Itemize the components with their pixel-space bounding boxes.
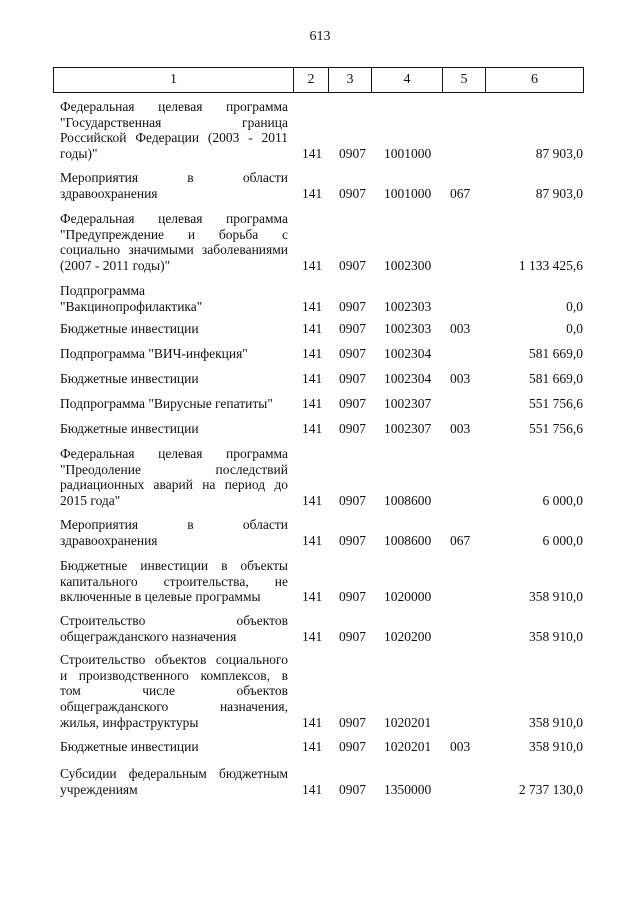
description-line: жилья, инфраструктуры (60, 714, 199, 730)
table-row (0, 766, 640, 797)
description-line: здравоохранения (60, 532, 158, 548)
description-line: 2015 года" (60, 493, 121, 509)
page-number: 613 (309, 29, 331, 44)
col-2-value: 141 (302, 420, 323, 436)
col-4-value: 1002300 (384, 258, 432, 274)
table-row (0, 396, 640, 412)
col-6-value: 358 910,0 (529, 628, 583, 644)
description-line: "Государственная граница (60, 114, 288, 130)
col-4-value: 1020000 (384, 589, 432, 605)
col-3-value: 0907 (339, 714, 366, 730)
description-line: Федеральная целевая программа (60, 99, 288, 114)
row-description (60, 739, 288, 755)
description-line: "Вакцинопрофилактика" (60, 298, 203, 314)
col-4-value: 1008600 (384, 532, 432, 548)
col-2-value: 141 (302, 628, 323, 644)
table-row (0, 211, 640, 274)
col-4-value: 1020200 (384, 628, 432, 644)
col-2-value: 141 (302, 258, 323, 274)
description-line: капитального строительства, не (60, 573, 288, 589)
table-row (0, 170, 640, 201)
col-2-value: 141 (302, 589, 323, 605)
table-row (0, 371, 640, 387)
description-line: Бюджетные инвестиции (60, 371, 199, 386)
col-4-value: 1002307 (384, 420, 432, 436)
description-line: Строительство объектов (60, 613, 288, 628)
col-3-value: 0907 (339, 298, 366, 314)
header-col-1: 1 (54, 68, 294, 92)
col-5-value: 067 (450, 185, 471, 201)
col-4-value: 1002307 (384, 395, 432, 411)
col-4-value: 1001000 (384, 185, 432, 201)
col-2-value: 141 (302, 714, 323, 730)
col-3-value: 0907 (339, 185, 366, 201)
col-4-value: 1008600 (384, 493, 432, 509)
table-row (0, 652, 640, 731)
description-line: Бюджетные инвестиции (60, 739, 199, 754)
description-line: общегражданского назначения, (60, 699, 288, 715)
col-6-value: 358 910,0 (529, 589, 583, 605)
row-description (60, 421, 288, 437)
row-description (60, 517, 288, 548)
col-6-value: 6 000,0 (542, 532, 583, 548)
description-line: (2007 - 2011 годы)" (60, 258, 171, 274)
col-3-value: 0907 (339, 781, 366, 797)
col-6-value: 0,0 (566, 320, 583, 336)
col-5-value: 003 (450, 320, 471, 336)
col-6-value: 2 737 130,0 (518, 781, 583, 797)
col-2-value: 141 (302, 320, 323, 336)
description-line: Бюджетные инвестиции (60, 421, 199, 436)
col-2-value: 141 (302, 146, 323, 162)
col-6-value: 87 903,0 (535, 146, 583, 162)
row-description (60, 446, 288, 509)
row-description (60, 558, 288, 605)
col-3-value: 0907 (339, 420, 366, 436)
col-4-value: 1002303 (384, 298, 432, 314)
description-line: "Предупреждение и борьба с (60, 226, 288, 242)
col-3-value: 0907 (339, 738, 366, 754)
row-description (60, 99, 288, 162)
description-line: том числе объектов (60, 683, 288, 699)
header-col-5: 5 (443, 68, 486, 92)
table-row (0, 613, 640, 644)
col-6-value: 1 133 425,6 (518, 258, 583, 274)
description-line: Субсидии федеральным бюджетным (60, 766, 288, 781)
col-4-value: 1020201 (384, 738, 432, 754)
description-line: Бюджетные инвестиции (60, 321, 199, 336)
col-4-value: 1020201 (384, 714, 432, 730)
description-line: Строительство объектов социального (60, 652, 288, 667)
description-line: радиационных аварий на период до (60, 477, 288, 493)
col-5-value: 003 (450, 738, 471, 754)
col-6-value: 6 000,0 (542, 493, 583, 509)
col-2-value: 141 (302, 532, 323, 548)
col-2-value: 141 (302, 298, 323, 314)
row-description (60, 766, 288, 797)
row-description (60, 396, 288, 412)
description-line: и производственного комплексов, в (60, 667, 288, 683)
col-6-value: 551 756,6 (529, 395, 583, 411)
header-col-6: 6 (531, 72, 538, 87)
col-2-value: 141 (302, 493, 323, 509)
header-col-3: 3 (329, 68, 372, 92)
description-line: Мероприятия в области (60, 517, 288, 532)
col-6-value: 87 903,0 (535, 185, 583, 201)
description-line: Федеральная целевая программа (60, 211, 288, 226)
col-2-value: 141 (302, 185, 323, 201)
table-row (0, 321, 640, 337)
col-6-value: 358 910,0 (529, 714, 583, 730)
col-3-value: 0907 (339, 628, 366, 644)
description-line: Бюджетные инвестиции в объекты (60, 558, 288, 573)
row-description (60, 652, 288, 731)
col-4-value: 1002304 (384, 345, 432, 361)
col-2-value: 141 (302, 370, 323, 386)
row-description (60, 283, 288, 314)
header-col-4: 4 (372, 68, 443, 92)
table-row (0, 99, 640, 162)
description-line: общегражданского назначения (60, 628, 237, 644)
header-col-2: 2 (294, 68, 329, 92)
col-4-value: 1002303 (384, 320, 432, 336)
table-row (0, 739, 640, 755)
col-6-value: 581 669,0 (529, 370, 583, 386)
col-5-value: 003 (450, 420, 471, 436)
description-line: включенные в целевые программы (60, 589, 261, 605)
description-line: Мероприятия в области (60, 170, 288, 185)
table-row (0, 346, 640, 362)
col-3-value: 0907 (339, 589, 366, 605)
table-header (53, 67, 584, 93)
col-3-value: 0907 (339, 370, 366, 386)
row-description (60, 371, 288, 387)
description-line: здравоохранения (60, 185, 158, 201)
description-line: "Преодоление последствий (60, 461, 288, 477)
row-description (60, 211, 288, 274)
description-line: годы)" (60, 146, 98, 162)
row-description (60, 346, 288, 362)
description-line: учреждениям (60, 781, 138, 797)
col-4-value: 1350000 (384, 781, 432, 797)
description-line: Подпрограмма "ВИЧ-инфекция" (60, 346, 248, 361)
row-description (60, 170, 288, 201)
col-3-value: 0907 (339, 395, 366, 411)
table-row (0, 558, 640, 605)
col-3-value: 0907 (339, 493, 366, 509)
description-line: социально значимыми заболеваниями (60, 242, 288, 258)
description-line: Подпрограмма "Вирусные гепатиты" (60, 396, 273, 411)
table-row (0, 446, 640, 509)
col-6-value: 358 910,0 (529, 738, 583, 754)
col-2-value: 141 (302, 345, 323, 361)
col-3-value: 0907 (339, 320, 366, 336)
description-line: Российской Федерации (2003 - 2011 (60, 130, 288, 146)
col-5-value: 067 (450, 532, 471, 548)
table-row (0, 421, 640, 437)
col-3-value: 0907 (339, 532, 366, 548)
description-line: Подпрограмма (60, 283, 145, 298)
col-3-value: 0907 (339, 146, 366, 162)
col-2-value: 141 (302, 395, 323, 411)
description-line: Федеральная целевая программа (60, 446, 288, 461)
col-4-value: 1002304 (384, 370, 432, 386)
row-description (60, 321, 288, 337)
table-row (0, 517, 640, 548)
col-4-value: 1001000 (384, 146, 432, 162)
col-3-value: 0907 (339, 258, 366, 274)
col-3-value: 0907 (339, 345, 366, 361)
col-6-value: 551 756,6 (529, 420, 583, 436)
col-2-value: 141 (302, 781, 323, 797)
col-6-value: 581 669,0 (529, 345, 583, 361)
col-6-value: 0,0 (566, 298, 583, 314)
row-description (60, 613, 288, 644)
table-row (0, 283, 640, 314)
col-2-value: 141 (302, 738, 323, 754)
col-5-value: 003 (450, 370, 471, 386)
